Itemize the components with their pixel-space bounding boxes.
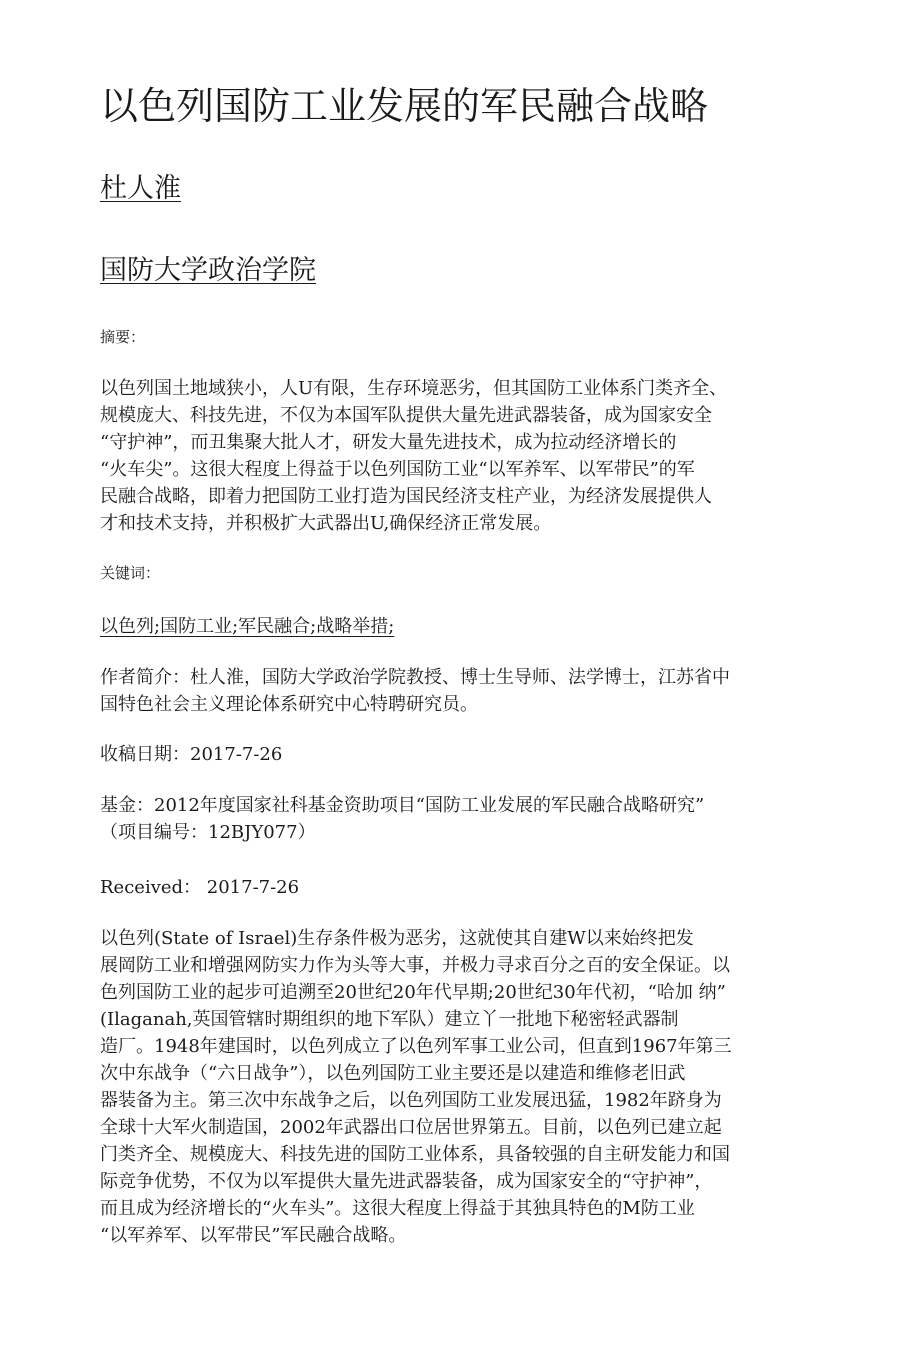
body-line: 以色列(State of Israel)生存条件极为恶劣，这就使其自建W以来始终把发 xyxy=(100,928,694,949)
abstract-line: 民融合战略，即着力把国防工业打造为国民经济支柱产业，为经济发展提供人 xyxy=(100,486,712,507)
abstract-line: 以色列国土地域狭小，人U有限，生存环境恶劣，但其国防工业体系门类齐全、 xyxy=(100,378,728,399)
body-line: 全球十大军火制造国，2002年武器出口位居世界第五。目前，以色列已建立起 xyxy=(100,1117,722,1138)
abstract-line: 规模庞大、科技先进，不仅为本国军队提供大量先进武器装备，成为国家安全 xyxy=(100,405,712,426)
author-bio-line: 作者简介：杜人淮，国防大学政治学院教授、博士生导师、法学博士，江苏省中 xyxy=(100,667,730,688)
abstract-text xyxy=(100,375,727,537)
body-line: 际竞争优势，不仅为以军提供大量先进武器装备，成为国家安全的“守护神”， xyxy=(100,1171,713,1192)
author-bio-line: 国特色社会主义理论体系研究中心特聘研究员。 xyxy=(100,694,478,715)
body-line: 门类齐全、规模庞大、科技先进的国防工业体系，具备较强的自主研发能力和国 xyxy=(100,1144,730,1165)
abstract-line: “火车尖”。这很大程度上得益于以色列国防工业“以军养军、以军带民”的军 xyxy=(100,459,695,480)
author-affiliation[interactable]: 国防大学政治学院 xyxy=(100,255,316,286)
body-line: 器装备为主。第三次中东战争之后，以色列国防工业发展迅猛，1982年跻身为 xyxy=(100,1090,722,1111)
author-name[interactable]: 杜人淮 xyxy=(100,173,181,204)
body-line: (Ilaganah,英国管辖时期组织的地下军队）建立丫一批地下秘密轻武器制 xyxy=(100,1009,679,1030)
article-title: 以色列国防工业发展的军民融合战略 xyxy=(100,84,709,128)
fund-line: （项目编号：12BJY077） xyxy=(100,822,316,843)
fund-line: 基金：2012年度国家社科基金资助项目“国防工业发展的军民融合战略研究” xyxy=(100,795,705,816)
fund-info xyxy=(100,792,704,846)
received-date: 收稿日期：2017-7-26 xyxy=(100,744,283,765)
body-line: 展岡防工业和增强网防实力作为头等大事，并极力寻求百分之百的安全保证。以 xyxy=(100,955,730,976)
body-line: 次中东战争（“六日战争”），以色列国防工业主要还是以建造和维修老旧武 xyxy=(100,1063,686,1084)
body-line: “以军养军、以军带民”军民融合战略。 xyxy=(100,1225,407,1246)
abstract-label: 摘要： xyxy=(100,328,146,346)
abstract-line: 才和技术支持，并积极扩大武器出U,确保经济正常发展。 xyxy=(100,513,552,534)
received-date-english: Received： 2017-7-26 xyxy=(100,877,300,898)
body-paragraph xyxy=(100,925,732,1249)
body-line: 造厂。1948年建国时，以色列成立了以色列军事工业公司，但直到1967年第三 xyxy=(100,1036,732,1057)
keywords-label: 关键词： xyxy=(100,564,161,582)
abstract-line: “守护神”，而丑集聚大批人才，研发大量先进技术，成为拉动经济增长的 xyxy=(100,432,677,453)
keywords-links[interactable]: 以色列;国防工业;军民融合;战略举措; xyxy=(100,616,395,637)
author-bio xyxy=(100,664,730,718)
body-line: 色列国防工业的起步可追溯至20世纪20年代早期;20世纪30年代初，“哈加 纳” xyxy=(100,982,726,1003)
body-line: 而且成为经济增长的“火车头”。这很大程度上得益于其独具特色的M防工业 xyxy=(100,1198,695,1219)
